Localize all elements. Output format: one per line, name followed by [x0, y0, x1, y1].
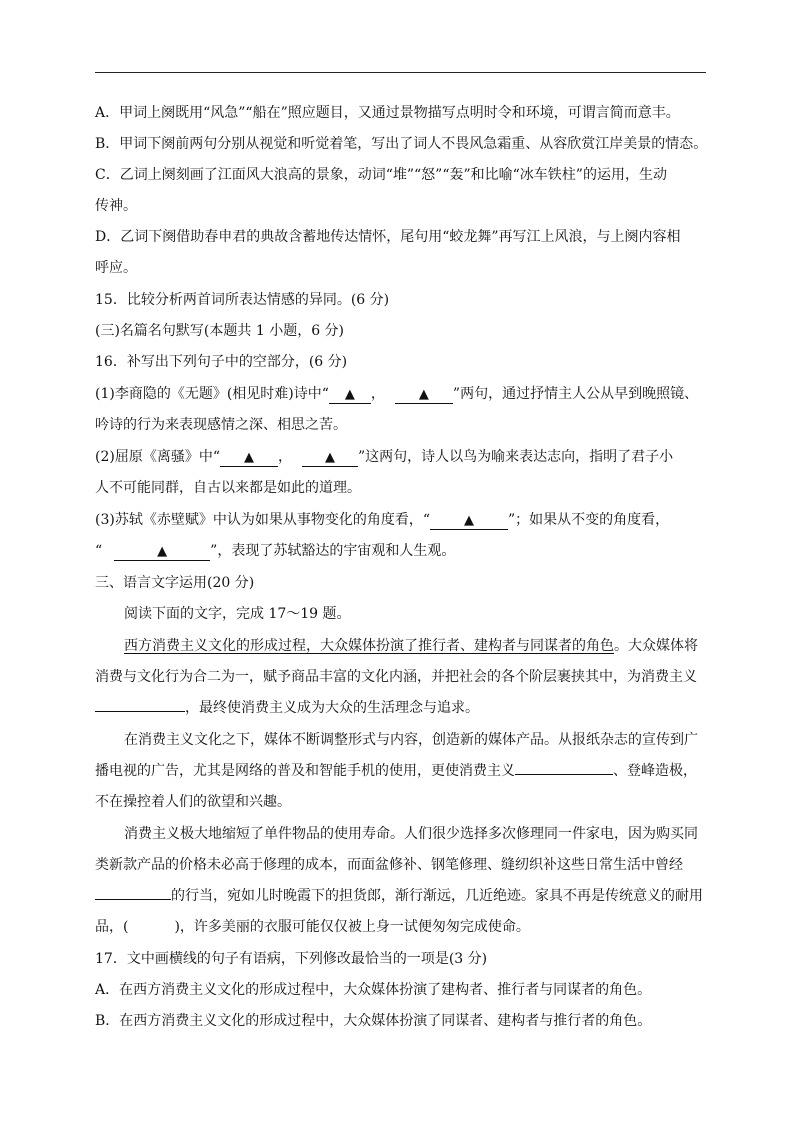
q16-part1-suffix: ”两句，通过抒情主人公从早到晚照镜、 — [452, 386, 699, 402]
passage-p3-line4 — [95, 917, 715, 937]
passage-p3-line3 — [95, 886, 715, 906]
q16-part1-prefix: (1)李商隐的《无题》(相见时难)诗中“ — [95, 386, 329, 402]
blank-marker-icon: ▲ — [325, 450, 335, 465]
q14-option-d-line2: 呼应。 — [95, 260, 137, 276]
blank-marker-icon: ▲ — [157, 544, 168, 559]
blank-marker-icon: ▲ — [244, 450, 254, 465]
answer-blank[interactable] — [430, 512, 508, 530]
blank-marker-icon: ▲ — [418, 387, 429, 402]
fill-blank[interactable] — [515, 774, 613, 775]
q16-part1-comma: ， — [370, 386, 385, 402]
underlined-sentence: 西方消费主义文化的形成过程，大众媒体扮演了推行者、建构者与同谋者的角色 — [124, 638, 614, 654]
header-rule — [95, 72, 706, 73]
q16-part3-prefix: (3)苏轼《赤壁赋》中认为如果从事物变化的角度看，“ — [95, 512, 430, 528]
q16-part2-comma: ， — [278, 449, 292, 465]
q16-part3-line2 — [95, 541, 715, 561]
q16-part2-line2: 人不可能同群，自古以来都是如此的道理。 — [95, 480, 361, 496]
blank-marker-icon: ▲ — [344, 387, 355, 402]
question-17-stem: 17．文中画横线的句子有语病，下列修改最恰当的一项是(3 分) — [95, 951, 488, 967]
passage-p2-line2 — [95, 761, 715, 781]
q16-part2-line1 — [95, 447, 715, 467]
passage-p1-line2: 消费与文化行为合二为一，赋予商品丰富的文化内涵，并把社会的各个阶层裹挟其中，为消费主义 — [95, 669, 697, 685]
passage-p1-line1 — [124, 636, 744, 656]
q16-part2-prefix: (2)屈原《离骚》中“ — [95, 449, 220, 465]
part-heading-language-use: 三、语言文字运用(20 分) — [95, 575, 255, 591]
passage-p2-line2-pre: 播电视的广告，尤其是网络的普及和智能手机的使用，更使消费主义 — [95, 763, 515, 779]
passage-p3-line2: 类新款产品的价格未必高于修理的成本，而面盆修补、钢笔修理、缝纫织补这些日常生活中曾经 — [95, 857, 683, 873]
q16-part3-line1 — [95, 510, 715, 530]
q17-option-a: A．在西方消费主义文化的形成过程中，大众媒体扮演了建构者、推行者与同谋者的角色。 — [95, 982, 652, 998]
blank-marker-icon: ▲ — [464, 513, 474, 528]
answer-blank[interactable] — [220, 449, 278, 467]
q16-part2-suffix: ”这两句，诗人以鸟为喻来表达志向，指明了君子小 — [358, 449, 674, 465]
q16-part1-line1 — [95, 384, 715, 404]
q16-part1-line2: 吟诗的行为来表现感情之深、相思之苦。 — [95, 417, 347, 433]
passage-p1-line3-text: ，最终使消费主义成为大众的生活理念与追求。 — [185, 700, 479, 716]
answer-blank[interactable] — [114, 543, 210, 561]
passage-p2-line3: 不在操控着人们的欲望和兴趣。 — [95, 794, 291, 810]
passage-p3-line4-post: )，许多美丽的衣服可能仅仅被上身一试便匆匆完成使命。 — [174, 919, 530, 935]
answer-blank[interactable] — [302, 449, 358, 467]
question-15: 15．比较分析两首词所表达情感的异同。(6 分) — [95, 292, 390, 308]
q16-part3-line2-suffix: ”，表现了苏轼豁达的宇宙观和人生观。 — [210, 543, 456, 559]
q14-option-c-line2: 传神。 — [95, 198, 137, 214]
q16-part3-suffix: ”；如果从不变的角度看， — [508, 512, 670, 528]
section-heading-recitation: (三)名篇名句默写(本题共 1 小题，6 分) — [95, 323, 345, 339]
q14-option-d-line1: D．乙词下阕借助春申君的典故含蓄地传达情怀，尾句用“蛟龙舞”再写江上风浪，与上阕内容相 — [95, 229, 681, 245]
passage-p3-line3-text: 的行当，宛如儿时晚霞下的担货郎，渐行渐远，几近绝迹。家具不再是传统意义的耐用 — [171, 888, 703, 904]
passage-p3-line4-pre: 品，( — [95, 919, 129, 935]
passage-p3-line1: 消费主义极大地缩短了单件物品的使用寿命。人们很少选择多次修理同一件家电，因为购买同 — [124, 826, 698, 842]
question-16-stem: 16．补写出下列句子中的空部分，(6 分) — [95, 354, 348, 370]
answer-blank[interactable] — [329, 386, 371, 404]
passage-p1-line3 — [95, 698, 715, 718]
reading-instruction: 阅读下面的文字，完成 17～19 题。 — [124, 606, 351, 622]
answer-blank[interactable] — [395, 386, 453, 404]
fill-blank[interactable] — [95, 899, 171, 900]
fill-blank[interactable] — [95, 711, 185, 712]
q16-part3-open-quote: “ — [95, 543, 103, 559]
q14-option-c-line1: C．乙词上阕刻画了江面风大浪高的景象，动词“堆”“怒”“轰”和比喻“冰车铁柱”的运用，生动 — [95, 167, 667, 183]
q14-option-a: A．甲词上阕既用“风急”“船在”照应题目，又通过景物描写点明时令和环境，可谓言简而意丰。 — [95, 105, 680, 121]
q17-option-b: B．在西方消费主义文化的形成过程中，大众媒体扮演了同谋者、建构者与推行者的角色。 — [95, 1013, 652, 1029]
passage-p2-line2-post: 、登峰造极， — [613, 763, 697, 779]
passage-p2-line1: 在消费主义文化之下，媒体不断调整形式与内容，创造新的媒体产品。从报纸杂志的宣传到广 — [124, 732, 698, 748]
passage-p1-line1-rest: 。大众媒体将 — [614, 638, 698, 654]
q14-option-b: B．甲词下阕前两句分别从视觉和听觉着笔，写出了词人不畏风急霜重、从容欣赏江岸美景的情态。 — [95, 136, 708, 152]
